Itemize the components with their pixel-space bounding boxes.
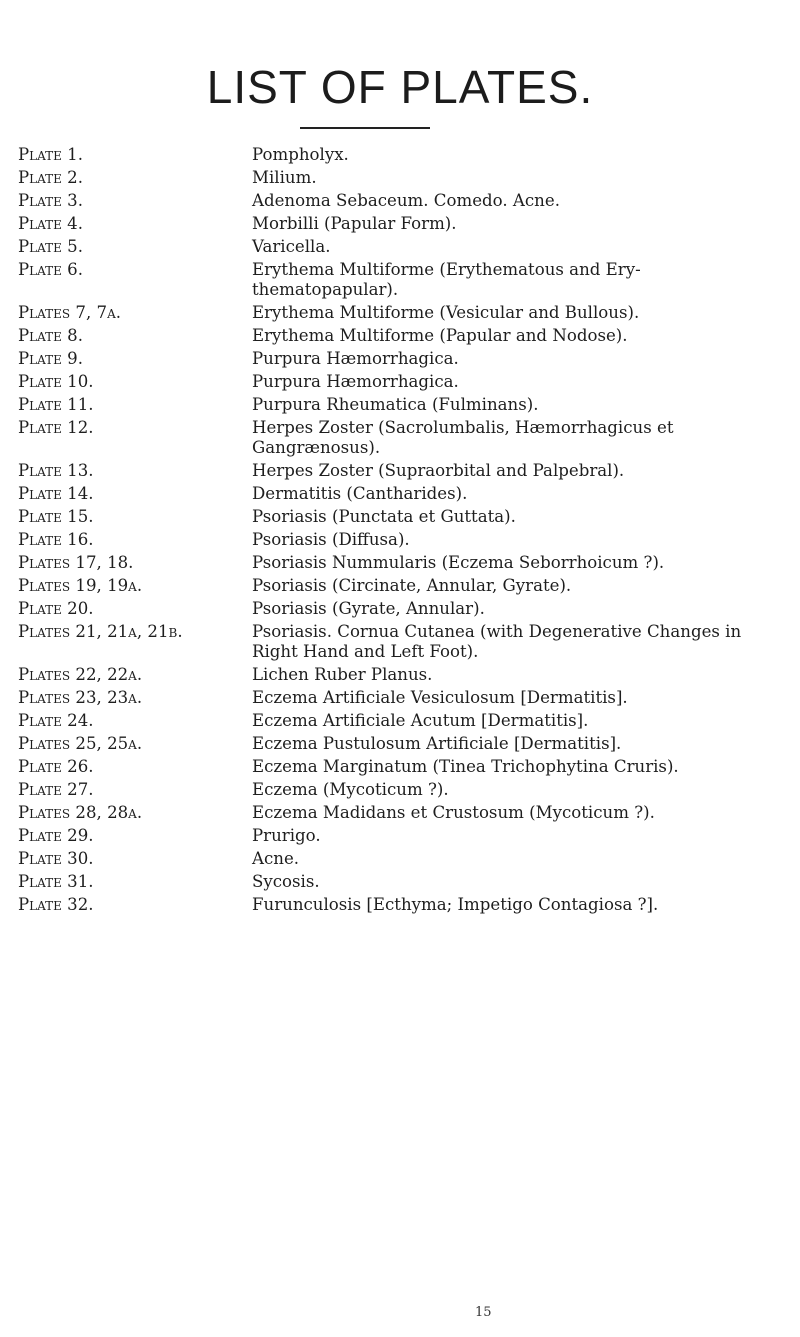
plate-number: Plate 3. <box>18 191 84 210</box>
plate-description: Erythema Multiforme (Papular and Nodose). <box>252 326 628 345</box>
plate-entry <box>0 757 800 780</box>
plate-entry <box>0 461 800 484</box>
plate-entry <box>0 418 800 461</box>
plate-description: Herpes Zoster (Supraorbital and Palpebral). <box>252 461 625 480</box>
plate-entry <box>0 168 800 191</box>
plate-entry <box>0 688 800 711</box>
plate-entry <box>0 372 800 395</box>
plate-description: Herpes Zoster (Sacrolumbalis, Hæmorrhagicus et Gangrænosus). <box>252 418 674 457</box>
plate-number: Plate 20. <box>18 599 94 618</box>
plate-number: Plate 31. <box>18 872 94 891</box>
plate-entry <box>0 191 800 214</box>
plate-number: Plate 32. <box>18 895 94 914</box>
plate-number: Plate 10. <box>18 372 94 391</box>
plate-description: Purpura Rheumatica (Fulminans). <box>252 395 539 414</box>
plate-entry <box>0 395 800 418</box>
plate-entry <box>0 326 800 349</box>
plate-entry <box>0 599 800 622</box>
plate-entry <box>0 303 800 326</box>
plate-entry <box>0 553 800 576</box>
plate-number: Plate 2. <box>18 168 84 187</box>
plate-entry <box>0 734 800 757</box>
plate-description: Eczema Madidans et Crustosum (Mycoticum ?). <box>252 803 655 822</box>
plate-description: Erythema Multiforme (Erythematous and Ery-thematopapular). <box>252 260 641 299</box>
plate-number: Plate 9. <box>18 349 84 368</box>
plate-number: Plate 13. <box>18 461 94 480</box>
plate-number: Plate 1. <box>18 145 84 164</box>
plate-number: Plates 22, 22a. <box>18 665 143 684</box>
plate-entry <box>0 622 800 665</box>
plate-number: Plate 15. <box>18 507 94 526</box>
plate-description: Psoriasis (Punctata et Guttata). <box>252 507 516 526</box>
plate-entry <box>0 872 800 895</box>
plate-description: Acne. <box>252 849 300 868</box>
plate-description: Eczema Artificiale Acutum [Dermatitis]. <box>252 711 589 730</box>
plate-description: Purpura Hæmorrhagica. <box>252 372 459 391</box>
plate-description: Prurigo. <box>252 826 321 845</box>
page-title: LIST OF PLATES. <box>206 61 594 113</box>
plate-description: Varicella. <box>252 237 331 256</box>
plate-number: Plates 19, 19a. <box>18 576 143 595</box>
plate-number: Plate 14. <box>18 484 94 503</box>
plate-description: Eczema Marginatum (Tinea Trichophytina Cruris). <box>252 757 679 776</box>
plate-description: Pompholyx. <box>252 145 349 164</box>
plate-number: Plate 26. <box>18 757 94 776</box>
plate-entry <box>0 711 800 734</box>
plate-description: Adenoma Sebaceum. Comedo. Acne. <box>252 191 560 210</box>
plate-number: Plates 23, 23a. <box>18 688 143 707</box>
plate-number: Plate 12. <box>18 418 94 437</box>
plate-description: Eczema (Mycoticum ?). <box>252 780 449 799</box>
plate-entry <box>0 214 800 237</box>
plate-entry <box>0 260 800 303</box>
plate-entry <box>0 484 800 507</box>
plate-description: Psoriasis (Diffusa). <box>252 530 410 549</box>
plate-entry <box>0 576 800 599</box>
plate-entry <box>0 895 800 918</box>
plate-entry <box>0 803 800 826</box>
plate-description: Psoriasis Nummularis (Eczema Seborrhoicum ?). <box>252 553 665 572</box>
plate-description: Psoriasis (Circinate, Annular, Gyrate). <box>252 576 572 595</box>
plate-description: Sycosis. <box>252 872 320 891</box>
plate-description: Morbilli (Papular Form). <box>252 214 457 233</box>
plate-entry <box>0 237 800 260</box>
plate-entry <box>0 826 800 849</box>
title-divider <box>300 127 430 129</box>
plate-description: Eczema Pustulosum Artificiale [Dermatitis]. <box>252 734 622 753</box>
plate-description: Dermatitis (Cantharides). <box>252 484 468 503</box>
plate-entry <box>0 665 800 688</box>
plate-number: Plate 29. <box>18 826 94 845</box>
plate-description: Purpura Hæmorrhagica. <box>252 349 459 368</box>
plate-number: Plates 17, 18. <box>18 553 134 572</box>
plate-number: Plate 6. <box>18 260 84 279</box>
plate-number: Plates 25, 25a. <box>18 734 143 753</box>
plate-number: Plates 7, 7a. <box>18 303 122 322</box>
plate-list <box>0 145 800 918</box>
plate-entry <box>0 849 800 872</box>
page-number: 15 <box>475 1305 492 1320</box>
plate-number: Plate 27. <box>18 780 94 799</box>
plate-description: Psoriasis (Gyrate, Annular). <box>252 599 485 618</box>
plate-number: Plate 11. <box>18 395 94 414</box>
plate-entry <box>0 507 800 530</box>
plate-number: Plates 21, 21a, 21b. <box>18 622 183 641</box>
plate-description: Erythema Multiforme (Vesicular and Bullous). <box>252 303 640 322</box>
plate-number: Plate 30. <box>18 849 94 868</box>
plate-entry <box>0 530 800 553</box>
plate-number: Plate 8. <box>18 326 84 345</box>
plate-entry <box>0 780 800 803</box>
plate-entry <box>0 349 800 372</box>
plate-description: Milium. <box>252 168 317 187</box>
plate-description: Lichen Ruber Planus. <box>252 665 433 684</box>
plate-number: Plate 24. <box>18 711 94 730</box>
plate-description: Eczema Artificiale Vesiculosum [Dermatitis]. <box>252 688 628 707</box>
plate-number: Plates 28, 28a. <box>18 803 143 822</box>
plate-number: Plate 4. <box>18 214 84 233</box>
plate-description: Furunculosis [Ecthyma; Impetigo Contagiosa ?]. <box>252 895 659 914</box>
plate-number: Plate 16. <box>18 530 94 549</box>
plate-description: Psoriasis. Cornua Cutanea (with Degenerative Changes in Right Hand and Left Foot). <box>252 622 742 661</box>
plate-number: Plate 5. <box>18 237 84 256</box>
plate-entry <box>0 145 800 168</box>
